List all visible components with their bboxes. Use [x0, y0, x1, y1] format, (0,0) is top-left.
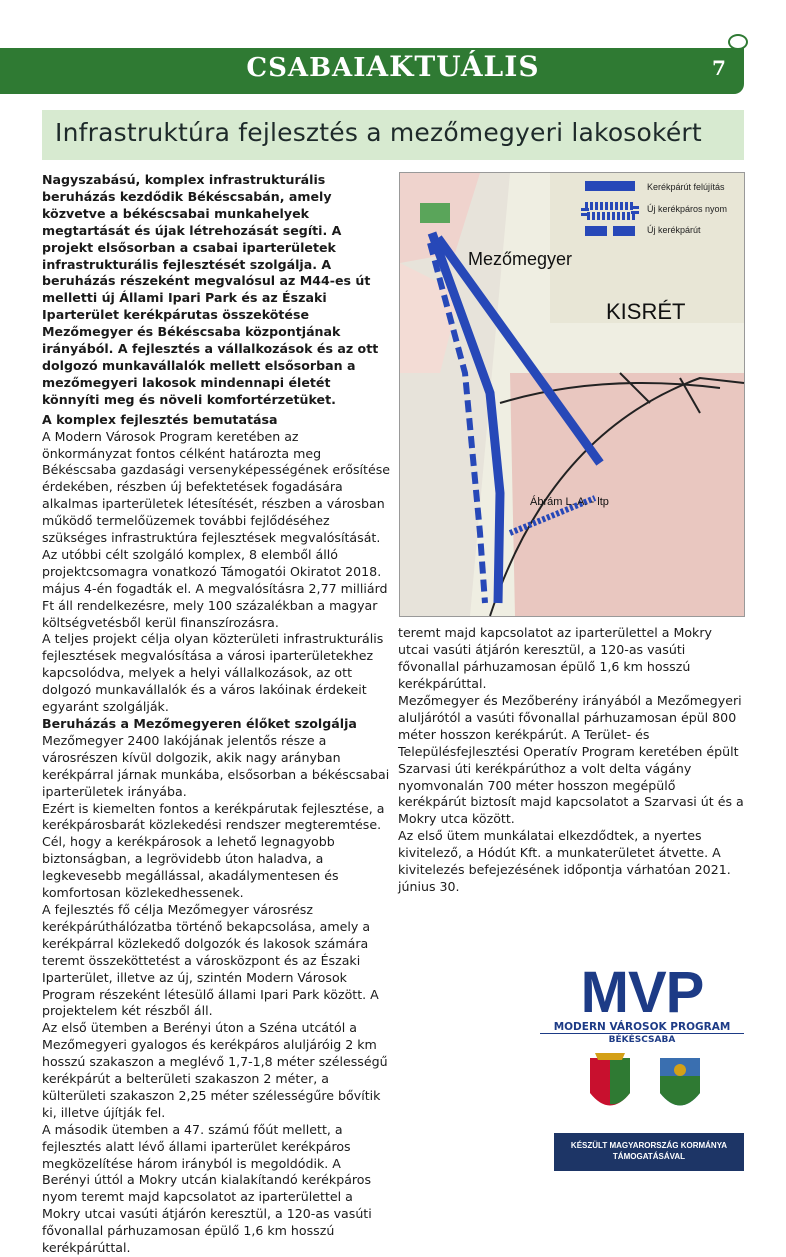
- map-label-town: Mezőmegyer: [468, 249, 573, 269]
- section-heading: A komplex fejlesztés bemutatása: [42, 411, 278, 427]
- paragraph: Az első ütem munkálatai elkezdődtek, a nyertes kivitelező, a Hódút Kft. a munkaterületet átvette. A kivitelezés befejezésének időpontja várhatóan 2021. június 30.: [398, 828, 731, 894]
- paragraph: [398, 625, 744, 693]
- gov-line-1: KÉSZÜLT MAGYARORSZÁG KORMÁNYA: [570, 1141, 728, 1150]
- government-support-box: [554, 1133, 744, 1171]
- page-number: 7: [712, 56, 726, 80]
- masthead-left: CSABAI: [246, 53, 367, 83]
- map-label-stop: Ábrám L. A. - ltp: [530, 496, 609, 508]
- paragraph: A fejlesztés fő célja Mezőmegyer városrész kerékpárúthálózatba történő bekapcsolása, amely a kerékpárral közlekedő dolgozók és lakosok számára teremt összeköttetést a városközpont és az Északi Iparterület, illetve az új, szintén Modern Városok Program részeként létesülő állami Ipari Park között. A projektelem két részből áll.: [42, 901, 379, 1019]
- mvp-program-name: MODERN VÁROSOK PROGRAM: [540, 1021, 744, 1034]
- legend-item: Kerékpárút felújítás: [647, 182, 725, 192]
- gov-line-2: TÁMOGATÁSÁVAL: [612, 1152, 686, 1161]
- paragraph: A Modern Városok Program keretében az önkormányzat fontos célként határozta meg Békéscsaba gazdasági versenyképességének erősítése érdekében, részben új befektetések fogadására alkalmas iparterületek létesítését, részben a városban működő termelőüzemek további fejlődéséhez szükséges infrastruktúra fejlesztések megvalósítását. Az utóbbi célt szolgáló komplex, 8 elemből álló projektcsomagra vonatkozó Támogatói Okiratot 2018. május 4-én fogadták el. A megvalósításra 2,77 milliárd Ft áll rendelkezésre, mely 100 százalékban a magyar költségvetésből kerül finanszírozásra.: [42, 428, 391, 630]
- paragraph: A teljes projekt célja olyan közterületi infrastrukturális fejlesztések megvalósítása a városi iparterületekhez kapcsolódva, melyek a helyi vállalkozások, az ott dolgozó munkavállalók és a város lakóinak érdekeit egyaránt szolgálják.: [42, 631, 384, 715]
- paragraph: A második ütemben a 47. számú főút mellett, a fejlesztés alatt lévő állami iparterület kerékpáros megközelítése három irányból is megoldódik. A Berényi úttól a Mokry utcán kialakítandó kerékpáros nyom teremt majd kapcsolatot az iparterülettel a Mokry utcai vasúti átjárón keresztül, a 120-as vasúti fővonallal párhuzamosan épülő 1,6 km hosszú kerékpárúttal.: [42, 1121, 372, 1256]
- map-label-district: KISRÉT: [606, 299, 686, 324]
- masthead: [0, 50, 786, 83]
- route-map: [399, 172, 745, 617]
- paragraph: Mezőmegyer és Mezőberény irányából a Mezőmegyeri aluljárótól a vasúti fővonallal párhuzamosan épül 800 méter hosszon kerékpárút. A Terület- és Településfejlesztési Operatív Program keretében épült Szarvasi úti kerékpárúthoz a volt delta vágány nyomvonalán 700 méter hosszon megépülő kerékpárút biztosít majd kapcsolatot a Szarvasi út és a Mokry utca között.: [398, 693, 744, 827]
- spiral-icon: [728, 34, 748, 50]
- legend-item: Új kerékpáros nyom: [647, 204, 728, 214]
- text-column-right: [398, 625, 744, 896]
- masthead-right: AKTUÁLIS: [366, 50, 540, 83]
- paragraph: Mezőmegyer 2400 lakójának jelentős része a városrészen kívül dolgozik, akik nagy arányban kerékpárral járnak munkába, elsősorban a békéscsabai iparterületek irányába.: [42, 732, 390, 799]
- paragraph-continuation: teremt majd kapcsolatot az iparterülettel a Mokry utcai vasúti átjárón keresztül, a 120-as vasúti fővonallal párhuzamosan épülő 1,6 km hosszú kerékpárúttal.: [398, 625, 712, 691]
- article-title: Infrastruktúra fejlesztés a mezőmegyeri lakosokért: [55, 118, 702, 147]
- paragraph: Az első ütemben a Berényi úton a Széna utcától a Mezőmegyeri gyalogos és kerékpáros aluljáróig 2 km hosszú szakaszon a meglévő 1,7-1,8 méter szélességű kerékpárút a belterületi szakaszon 2 méter, a külterületi szakaszon 2,25 méter szélességűre bővítik ki, illetve újítják fel.: [42, 1020, 388, 1120]
- legend-item: Új kerékpárút: [647, 225, 701, 235]
- lead-paragraph: Nagyszabású, komplex infrastrukturális beruházás kezdődik Békéscsabán, amely közvetve a békéscsabai munkahelyek megtartását és újak létrehozását segíti. A projekt elsősorban a csabai iparterületek infrastrukturális fejlesztését szolgálja. A beruházás részeként megvalósul az M44-es út melletti új Állami Ipari Park és az Északi Iparterület kerékpárutas összekötése Mezőmegyer és Békéscsaba központjának irányából. A fejlesztés a vállalkozások és az ott dolgozó munkavállalók mellett elsősorban a mezőmegyeri lakosok mindennapi életét könnyíti meg és növeli komfortérzetüket.: [42, 172, 379, 407]
- section-heading: Beruházás a Mezőmegyeren élőket szolgálja: [42, 716, 357, 731]
- mvp-city: BÉKÉSCSABA: [608, 1035, 676, 1045]
- mvp-letters: MVP: [580, 960, 704, 1025]
- mvp-logo: [540, 960, 744, 1138]
- paragraph: Ezért is kiemelten fontos a kerékpárutak fejlesztése, a kerékpárosbarát közlekedési rendszer megteremtése. Cél, hogy a kerékpárosok a lehető legnagyobb biztonságban, a legrövidebb úton haladva, a legkevesebb megállással, akadálymentesen és komfortosan közlekedhessenek.: [42, 800, 385, 901]
- text-column-left: [42, 172, 392, 1256]
